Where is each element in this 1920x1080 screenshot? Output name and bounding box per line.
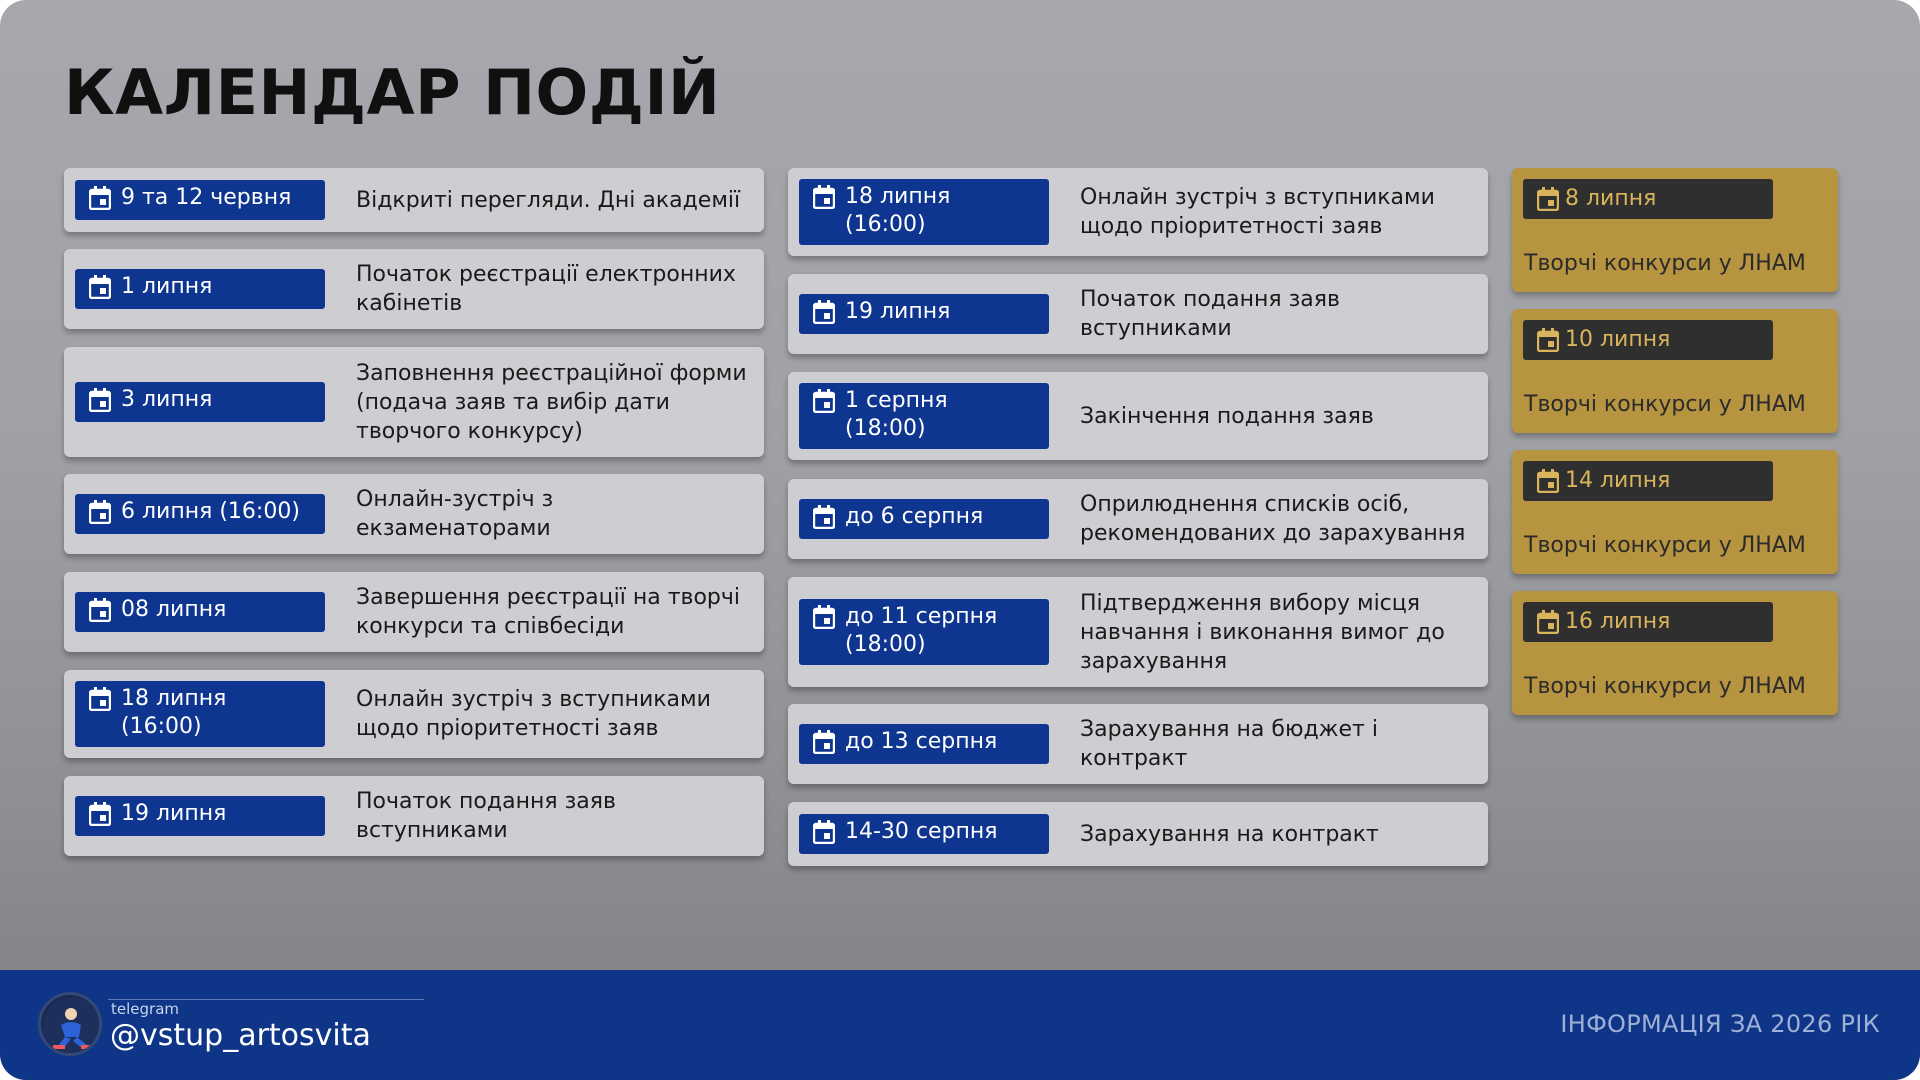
event-card <box>788 577 1488 687</box>
calendar-icon <box>1537 187 1559 211</box>
event-description: Початок подання заяв вступниками <box>1080 287 1340 341</box>
contest-date-badge <box>1523 461 1773 501</box>
event-date: до 11 серпня (18:00) <box>845 604 998 657</box>
calendar-icon <box>89 802 111 826</box>
calendar-icon <box>813 185 835 209</box>
event-description: Початок подання заяв вступниками <box>356 789 616 843</box>
event-date: 1 липня <box>121 274 213 299</box>
event-date-badge <box>799 599 1049 665</box>
event-date: до 6 серпня <box>845 504 984 529</box>
avatar-logo-icon <box>41 995 102 1056</box>
event-description: Зарахування на контракт <box>1080 821 1379 847</box>
contest-description: Творчі конкурси у ЛНАМ <box>1524 251 1806 276</box>
event-card <box>788 479 1488 559</box>
event-card <box>64 347 764 457</box>
event-card <box>64 572 764 652</box>
event-description: Зарахування на бюджет і контракт <box>1080 717 1378 771</box>
contest-description: Творчі конкурси у ЛНАМ <box>1524 533 1806 558</box>
calendar-icon <box>1537 469 1559 493</box>
event-description: Онлайн зустріч з вступниками щодо пріоритетності заяв <box>1080 185 1435 239</box>
avatar[interactable] <box>38 992 102 1056</box>
contest-date-badge <box>1523 602 1773 642</box>
calendar-icon <box>813 300 835 324</box>
calendar-icon <box>813 505 835 529</box>
calendar-icon <box>89 500 111 524</box>
contest-date: 10 липня <box>1565 327 1671 352</box>
event-description: Закінчення подання заяв <box>1080 403 1374 429</box>
event-date-badge <box>799 294 1049 334</box>
contest-description: Творчі конкурси у ЛНАМ <box>1524 392 1806 417</box>
contest-date: 16 липня <box>1565 609 1671 634</box>
event-card <box>64 474 764 554</box>
contest-date-badge <box>1523 179 1773 219</box>
event-card <box>788 704 1488 784</box>
event-date-badge <box>799 499 1049 539</box>
calendar-icon <box>89 388 111 412</box>
event-date: 08 липня <box>121 597 227 622</box>
calendar-icon <box>89 186 111 210</box>
calendar-icon <box>1537 328 1559 352</box>
calendar-icon <box>89 275 111 299</box>
event-card <box>788 372 1488 460</box>
event-card <box>64 670 764 758</box>
contest-date: 14 липня <box>1565 468 1671 493</box>
event-date: 18 липня (16:00) <box>845 184 951 237</box>
event-date: 14-30 серпня <box>845 819 998 844</box>
creative-contest-card <box>1512 168 1838 292</box>
event-card <box>64 249 764 329</box>
calendar-icon <box>813 605 835 629</box>
contest-description: Творчі конкурси у ЛНАМ <box>1524 674 1806 699</box>
event-date-badge <box>75 796 325 836</box>
event-date-badge <box>75 382 325 422</box>
event-card <box>64 776 764 856</box>
event-description: Онлайн зустріч з вступниками щодо пріоритетності заяв <box>356 687 711 741</box>
calendar-icon <box>1537 610 1559 634</box>
event-description: Відкриті перегляди. Дні академії <box>356 187 741 213</box>
event-date: 9 та 12 червня <box>121 185 292 210</box>
event-date-badge <box>799 179 1049 245</box>
event-date: 19 липня <box>121 801 227 826</box>
event-date-badge <box>799 383 1049 449</box>
event-date-badge <box>75 494 325 534</box>
event-date: 18 липня (16:00) <box>121 686 227 739</box>
event-card <box>788 274 1488 354</box>
event-card <box>788 168 1488 256</box>
creative-contest-card <box>1512 591 1838 715</box>
event-date: 3 липня <box>121 387 213 412</box>
calendar-icon <box>813 820 835 844</box>
event-description: Початок реєстрації електронних кабінетів <box>356 262 736 316</box>
telegram-label: telegram <box>111 1000 179 1018</box>
telegram-handle-link[interactable]: @vstup_artosvita <box>110 1018 371 1053</box>
creative-contest-card <box>1512 309 1838 433</box>
event-card <box>788 802 1488 866</box>
event-date: до 13 серпня <box>845 729 998 754</box>
event-card <box>64 168 764 232</box>
contest-date: 8 липня <box>1565 186 1657 211</box>
calendar-icon <box>89 598 111 622</box>
event-date: 6 липня (16:00) <box>121 499 300 524</box>
event-date-badge <box>75 269 325 309</box>
event-description: Заповнення реєстраційної форми (подача заяв та вибір дати творчого конкурсу) <box>356 360 747 444</box>
page-title: КАЛЕНДАР ПОДІЙ <box>64 56 721 129</box>
event-date-badge <box>75 592 325 632</box>
calendar-icon <box>813 389 835 413</box>
contest-date-badge <box>1523 320 1773 360</box>
event-date-badge <box>799 814 1049 854</box>
event-date: 1 серпня (18:00) <box>845 388 948 441</box>
event-description: Оприлюднення списків осіб, рекомендованих до зарахування <box>1080 492 1466 546</box>
event-date-badge <box>799 724 1049 764</box>
event-description: Підтвердження вибору місця навчання і виконання вимог до зарахування <box>1080 590 1445 674</box>
creative-contest-card <box>1512 450 1838 574</box>
calendar-icon <box>89 687 111 711</box>
event-date-badge <box>75 180 325 220</box>
calendar-icon <box>813 730 835 754</box>
footer <box>0 970 1920 1080</box>
info-year-text: ІНФОРМАЦІЯ ЗА 2026 РІК <box>1560 1010 1880 1038</box>
event-date: 19 липня <box>845 299 951 324</box>
event-description: Онлайн-зустріч з екзаменаторами <box>356 487 554 541</box>
event-date-badge <box>75 681 325 747</box>
event-description: Завершення реєстрації на творчі конкурси та співбесіди <box>356 585 741 639</box>
